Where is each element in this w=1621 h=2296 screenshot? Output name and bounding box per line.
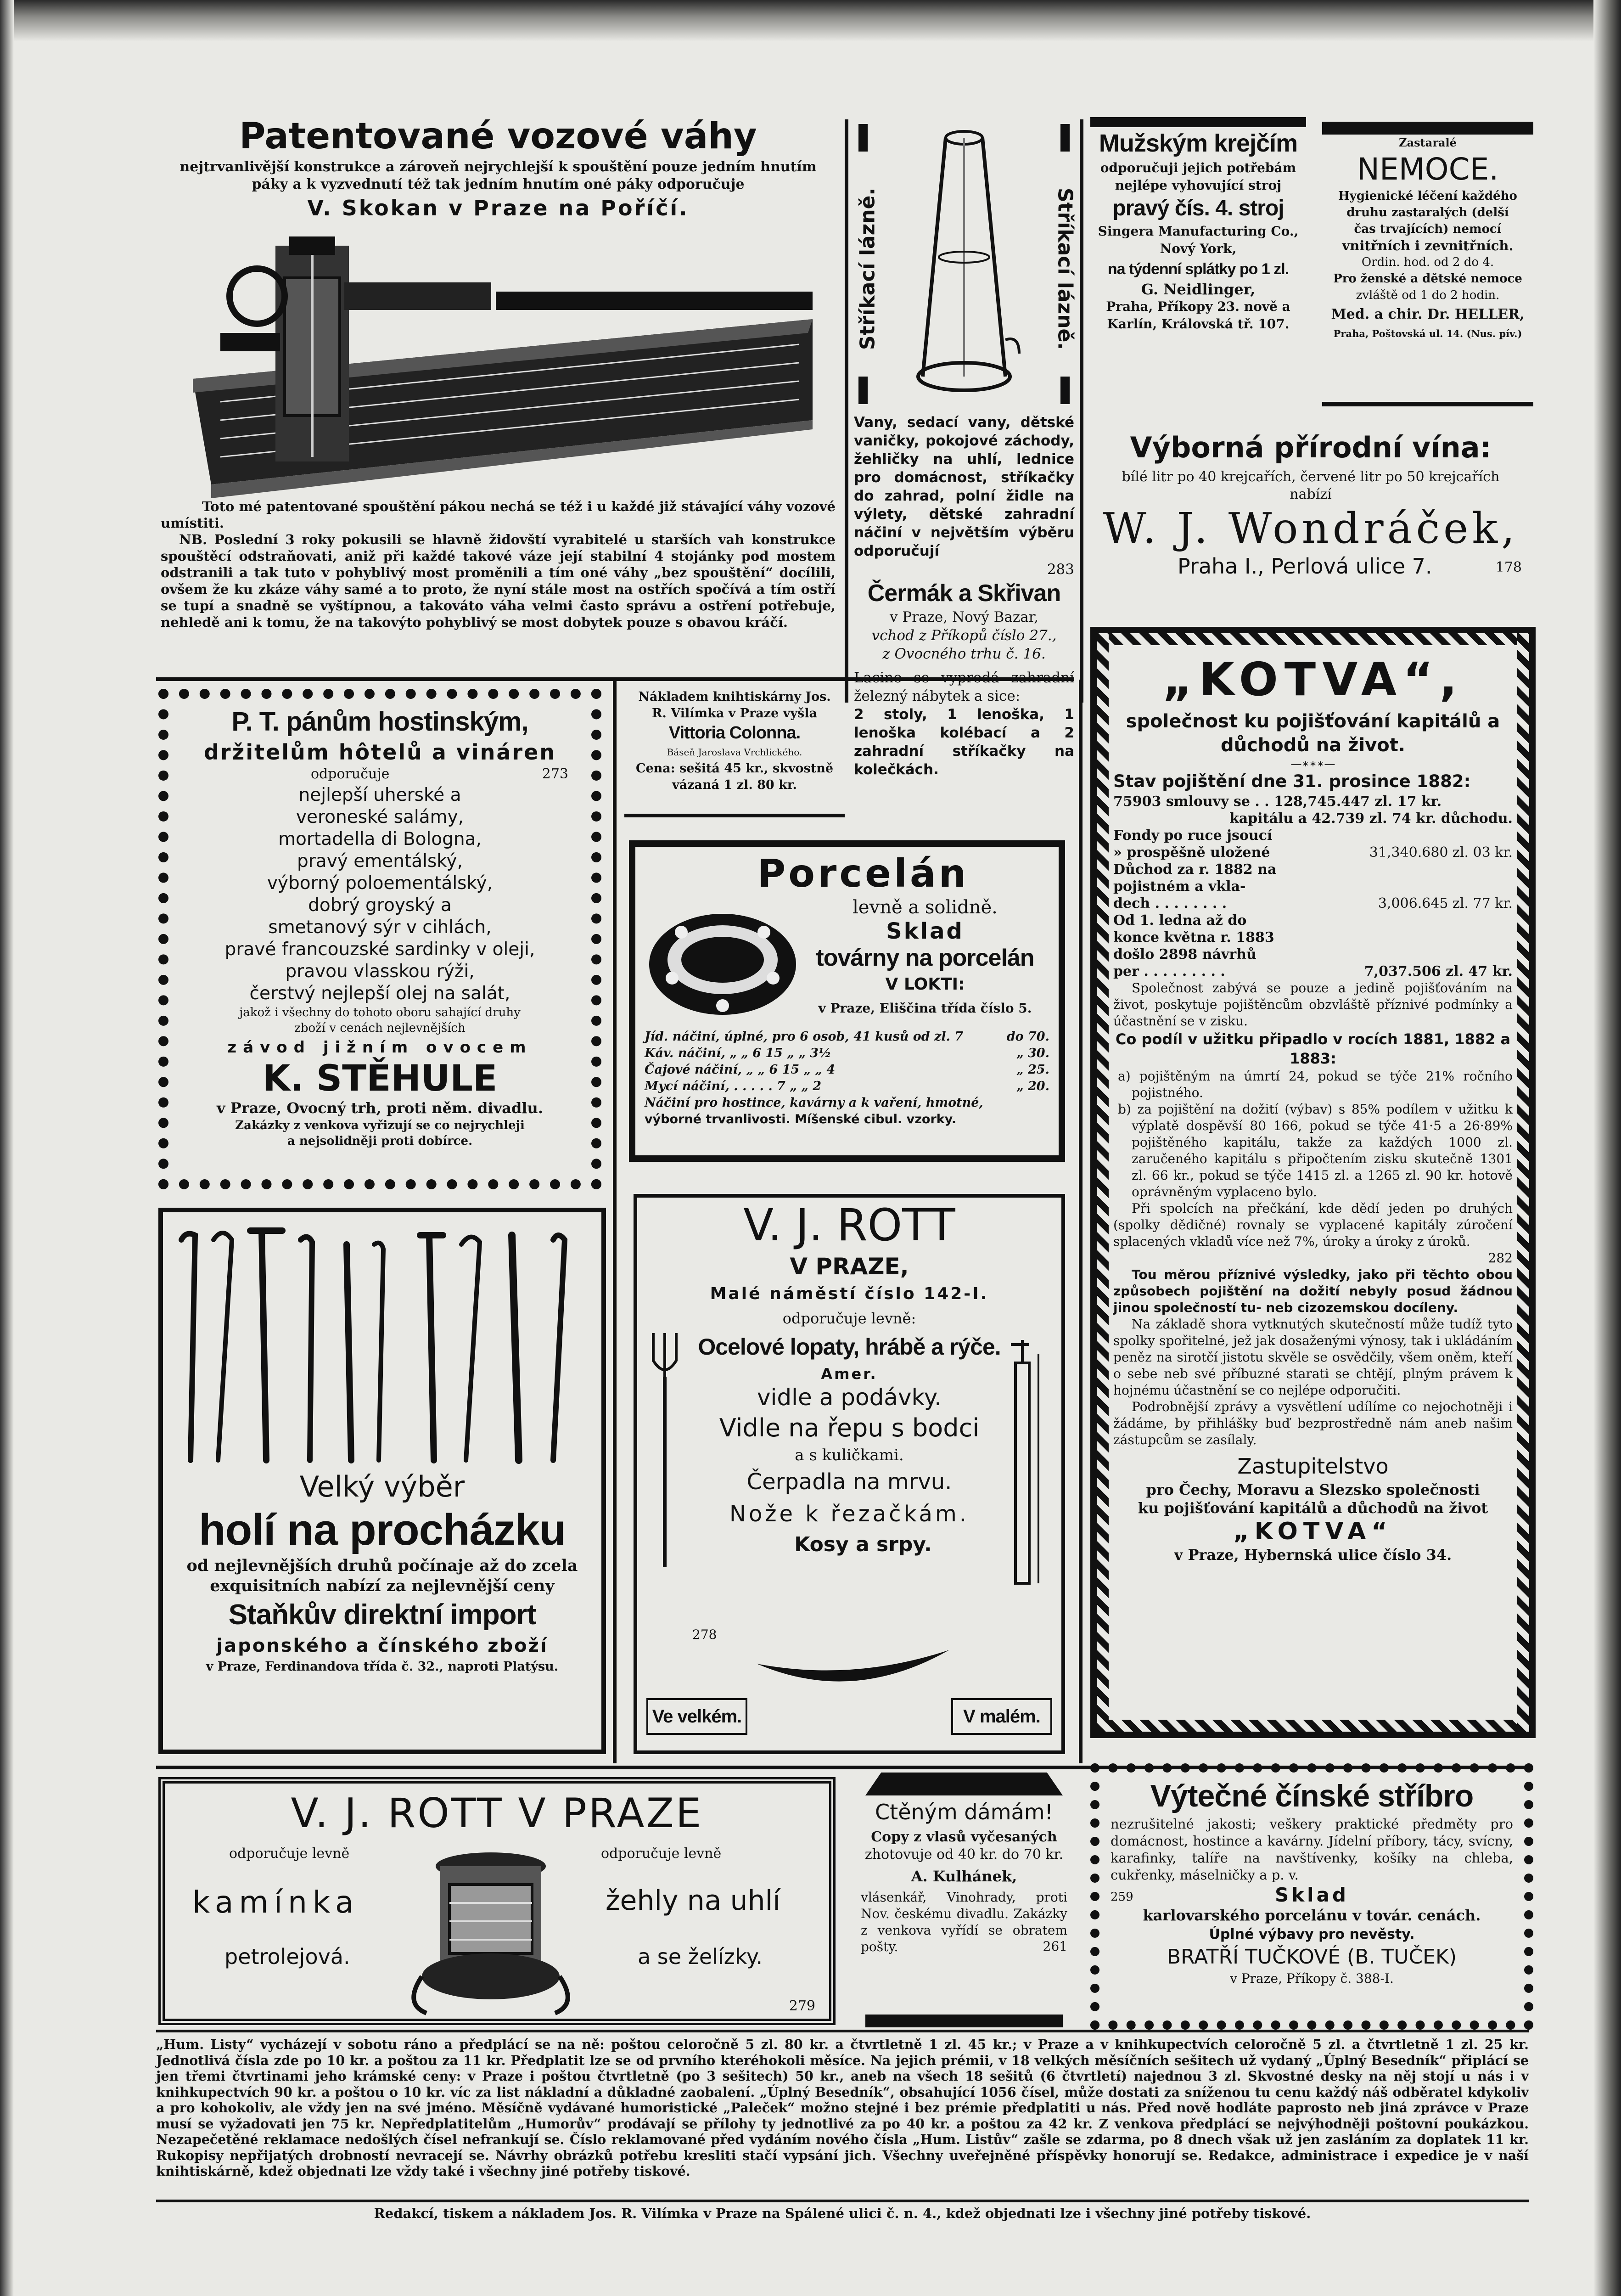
kotva-ad-ornament: —∗∗∗— <box>1290 757 1335 770</box>
bath-ad-address: z Ovocného trhu č. 16. <box>882 646 1046 662</box>
kotva-ad-paragraph: Tou měrou příznivé výsledky, jako při těchto obou způsobech pojištění na dožití nebyly posud žádnou jinou společností tu- neb cizozemskou docíleny. <box>1113 1267 1513 1315</box>
hotel-ad-subtitle: držitelům hôtelů a vináren <box>203 740 556 765</box>
porcelain-price-max: „ 30. <box>1016 1046 1049 1060</box>
tailor-ad-bar <box>1090 117 1306 127</box>
porcelain-advertisement <box>629 840 1065 1162</box>
scythe-illustration <box>757 1645 949 1705</box>
hotel-ad-small: jakož i všechny do tohoto oboru sahající druhy <box>239 1006 521 1019</box>
bath-ad-text: Vany, sedací vany, dětské vaničky, pokojové záchody, žehličky na uhlí, lednice pro domácnost, stříkačky do zahrad, polní židle na výlety, dětské zahradní náčiní v největším výběru odporučují <box>854 414 1074 559</box>
book-ad-line: R. Vilímka v Praze vyšla <box>651 706 817 720</box>
book-ad-subtitle: Báseň Jaroslava Vrchlického. <box>667 747 802 758</box>
tailor-ad-line: nejlépe vyhovující stroj <box>1115 178 1282 193</box>
wine-ad-title: Výborná přírodní vína: <box>1130 431 1492 464</box>
canes-ad-line: exquisitních nabízí za nejlevnější ceny <box>210 1576 555 1595</box>
doctor-ad-hours: Ordin. hod. od 2 do 4. <box>1361 255 1494 269</box>
walking-canes-advertisement <box>158 1208 606 1754</box>
porcelain-ad-title: Porcelán <box>757 851 969 896</box>
tailor-ad-line: Karlín, Královská tř. 107. <box>1107 316 1290 332</box>
porcelain-ad-address: v Praze, Eliščina třída číslo 5. <box>818 1001 1032 1016</box>
petroleum-stove-illustration <box>404 1848 578 2018</box>
hotel-ad-address: v Praze, Ovocný trh, proti něm. divadlu. <box>217 1099 543 1117</box>
kotva-ad-stat: kapitálu a 42.739 zl. 74 kr. důchodu. <box>1229 810 1513 827</box>
silver-ad-line: Úplné výbavy pro nevěsty. <box>1209 1926 1415 1942</box>
rott-ad-title: V. J. ROTT <box>743 1199 955 1251</box>
rott2-ad-left2: petrolejová. <box>224 1944 350 1969</box>
silver-ad-text: nezrušitelné jakosti; veškery praktické předměty pro domácnost, hostince a kavárny. Jídelní příbory, tácy, svícny, karafinky, talíře na navštívenky, košíky na chleba, cukřenky, máselničky a p. v. <box>1111 1816 1513 1883</box>
hotel-ad-rec: odporučuje <box>311 766 390 782</box>
rott-ad-address: Malé náměstí číslo 142-I. <box>710 1284 989 1303</box>
kotva-ad-stat-label: pojistném a vkla- <box>1113 878 1246 895</box>
kotva-ad-state: Stav pojištění dne 31. prosince 1882: <box>1113 771 1471 791</box>
silver-ad-title: Výtečné čínské stříbro <box>1150 1778 1474 1813</box>
kotva-ad-stat-label: konce května r. 1883 <box>1113 929 1274 945</box>
canes-ad-goods: japonského a čínského zboží <box>216 1635 548 1656</box>
hotel-advertisement <box>158 689 601 1189</box>
hair-advertisement <box>856 1773 1072 2027</box>
hair-ad-number: 261 <box>1043 1939 1067 1954</box>
porcelain-ad-sklad: Sklad <box>886 918 964 944</box>
bath-ad-firm: Čermák a Skřivan <box>867 580 1061 607</box>
kotva-ad-paragraph: Co podíl v užitku připadlo v rocích 1881, 1882 a 1883: <box>1115 1030 1511 1067</box>
kotva-ad-rep-line: pro Čechy, Moravu a Slezsko společnosti <box>1146 1481 1480 1498</box>
book-ad-title: Vittoria Colonna. <box>668 723 801 743</box>
rott-ad-city: V PRAZE, <box>790 1253 909 1280</box>
silver-ad-name: BRATŘÍ TUČKOVÉ (B. TUČEK) <box>1167 1945 1457 1969</box>
canes-ad-headline: holí na procházku <box>198 1505 566 1554</box>
kotva-ad-stat-label: Od 1. ledna až do <box>1113 912 1247 929</box>
rott-ad-product: Amer. <box>821 1365 878 1383</box>
porcelain-price-item: Mycí náčiní, . . . . . 7 „ „ 2 <box>645 1079 822 1093</box>
kotva-ad-stat-label: Důchod za r. 1882 na <box>1113 861 1277 878</box>
kotva-ad-subtitle: důchodů na život. <box>1220 735 1406 756</box>
hair-ad-bar <box>865 1773 1063 1795</box>
kotva-ad-stat: 75903 smlouvy se . . 128,745.447 zl. 17 kr. <box>1113 793 1442 810</box>
porcelain-price-rows <box>645 1029 1049 1095</box>
porcelain-price-row <box>645 1062 1049 1078</box>
kotva-ad-title: „KOTVA“, <box>1162 653 1464 706</box>
canes-ad-line: od nejlevnějších druhů počínaje až do zcela <box>186 1556 578 1575</box>
tailor-ad-title: Mužským krejčím <box>1099 129 1298 157</box>
rott-stoves-advertisement <box>158 1777 836 2025</box>
rott-ad-product: Čerpadla na mrvu. <box>746 1469 952 1495</box>
bath-ad-number: 283 <box>1047 561 1074 578</box>
porcelain-ad-line: levně a solidně. <box>853 897 998 918</box>
kotva-ad-stat-label: » prospěšně uložené <box>1113 844 1270 861</box>
column-rule <box>613 680 617 1763</box>
doctor-ad-bar <box>1322 402 1533 406</box>
walking-canes-illustration <box>163 1212 601 1469</box>
doctor-ad-line: druhu zastaralých (delší <box>1346 206 1509 219</box>
porcelain-dish-illustration <box>645 895 801 1029</box>
tailor-ad-line: Singera Manufacturing Co., <box>1098 224 1299 239</box>
bath-ad-sale: Lacino se vyprodá zahradní železný nábytek a sice: <box>854 670 1074 704</box>
kotva-ad-paragraph: Podrobnější zprávy a vysvětlení udílíme co nejochotněji i žádáme, by přihlášky buď bezprostředně nám aneb našim zástupcům se zasílaly. <box>1113 1399 1513 1447</box>
book-ad-price: vázaná 1 zl. 80 kr. <box>672 778 797 792</box>
book-ad-line: Nákladem knihtiskárny Jos. <box>638 690 831 704</box>
publication-info-footer: „Hum. Listy“ vycházejí v sobotu ráno a předplácí se na ně: poštou celoročně 5 zl. 80 kr. a čtvrtletně 1 zl. 45 kr.; v Praze a v knihkupectvích celoročně 5 zl. a čtvrtletně 1 zl. 25 kr. Jednotlivá čísla zde po 10 kr. a poštou za 11 kr. Předplatit lze se od prvního kteréhokoli měsíce. Na jejich prémii, v 18 velkých měsíčních sešitech už vydaný „Úplný Besedník“ připlácí se jen třemi čtvrtinami jeho krámské ceny: v Praze i poštou čtvrtletně (po 3 sešitech) 50 kr., aneb na všech 18 sešitů (6 čtvrtletí) najednou 3 zl. Skvostné desky na něj stojí u nás i v knihkupectvích 90 kr. a poštou o 10 kr. víc za list nákladní a důkladné zaobalení. „Úplný Besedník“, obsahující 1056 čísel, může dostati za sníženou tu cenu každý náš odběratel kdykoliv a pro kohokoliv, ale vždy jen na své jméno. Měsíčně vydávané humoristické „Paleček“ možno stejné i bez prémie předplatiti u nás. Před nově hodláte paprosto neb jiná zprávce v Praze musí se vyžadovati jen 75 kr. Nepředplatitelům „Humorův“ prodávají se přílohy ty jednotlivé za po 40 kr. a poštou za 42 kr. Z venkova předplácí se nejvýhodněji poštovní poukázkou. Nezapečetěné reklamace nedošlých čísel nefrankují se. Číslo reklamované před vydáním nového čísla „Hum. Listův“ zašle se zdarma, po 8 dnech však už jen zasláním za doplatek 11 kr. Rukopisy nepřijatých drobností nevracejí se. Návrhy obrázků potřebu kresliti stačí vypsání jich. Všechny uveřejněné příspěvky honorují se. Redakce, administrace i expedice je v naší knihtiskárně, kdež objednati lze vždy také i všechny jiné potřeby tiskové. <box>156 2037 1529 2179</box>
hotel-ad-footer: a nejsolidněji proti dobírce. <box>287 1134 473 1148</box>
bath-ad-sale-items: 2 stoly, 1 lenoška, 1 lenoška kolébací a 2 zahradní stříkačky na kolečkách. <box>854 706 1074 778</box>
hotel-ad-item: čerstvý nejlepší olej na salát, <box>249 983 510 1004</box>
rott-ad-product: Nože k řezačkám. <box>729 1501 969 1527</box>
rott-ad-product: Kosy a srpy. <box>794 1533 932 1556</box>
porcelain-price-item: Káv. náčiní, „ „ 6 15 „ „ 3½ <box>645 1046 832 1060</box>
column-rule <box>1080 119 1083 703</box>
kotva-ad-stat-label: došlo 2898 návrhů <box>1113 946 1256 962</box>
doctor-ad-pre: Zastaralé <box>1399 136 1457 149</box>
kotva-ad-stat-label: dech . . . . . . . . <box>1113 895 1227 912</box>
doctor-ad-name: Med. a chir. Dr. HELLER, <box>1331 306 1525 322</box>
scale-ad-line: páky a k vyzvednutí též tak jedním hnutím oné páky odporučuje <box>252 176 745 192</box>
rott-ad-retail: V malém. <box>951 1698 1052 1735</box>
doctor-ad-hours: zvláště od 1 do 2 hodin. <box>1356 288 1500 302</box>
wine-ad-name: W. J. Wondráček, <box>1103 504 1519 553</box>
silver-ad-number: 259 <box>1111 1890 1133 1904</box>
hair-ad-title: Ctěným dámám! <box>875 1800 1053 1824</box>
canes-ad-firm: Staňkův direktní import <box>228 1599 536 1631</box>
doctor-ad-bar <box>1322 122 1533 135</box>
hotel-ad-number: 273 <box>542 766 568 782</box>
page-edge-right <box>1593 0 1621 2296</box>
shower-bath-illustration <box>854 119 1077 413</box>
row-rule <box>156 2030 1529 2032</box>
porcelain-price-row <box>645 1045 1049 1062</box>
rott-ad-product: Ocelové lopaty, hrábě a rýče. <box>698 1334 1001 1360</box>
porcelain-ad-city: V LOKTI: <box>885 975 965 994</box>
imprint-line: Redakcí, tiskem a nákladem Jos. R. Vilímka v Praze na Spálené ulici č. n. 4., kdež objednati lze i všechny jiné potřeby tiskové. <box>374 2206 1311 2221</box>
kotva-ad-stat-value: 7,037.506 zl. 47 kr. <box>1364 963 1513 979</box>
rott2-ad-right: žehly na uhlí <box>606 1885 780 1917</box>
silver-ad-address: v Praze, Příkopy č. 388-I. <box>1230 1971 1394 1986</box>
bath-ad-address: vchod z Příkopů číslo 27., <box>871 627 1057 644</box>
canes-ad-address: v Praze, Ferdinandova třída č. 32., naproti Platýsu. <box>206 1660 559 1674</box>
hotel-ad-shop: závod jižním ovocem <box>227 1038 533 1057</box>
weighing-scale-illustration <box>193 227 813 498</box>
doctor-advertisement <box>1322 122 1533 406</box>
doctor-ad-address: Praha, Poštovská ul. 14. (Nus. pív.) <box>1333 328 1522 339</box>
kotva-ad-number: 282 <box>1488 1250 1513 1266</box>
hotel-ad-item: mortadella di Bologna, <box>278 829 482 850</box>
hair-ad-line: Copy z vlasů vyčesaných <box>871 1829 1057 1845</box>
porcelain-ad-footer: Náčiní pro hostince, kavárny a k vaření, hmotné, <box>645 1096 983 1110</box>
kotva-ad-paragraph: b) za pojištění na dožití (výbav) s 85% podílem v užitku k výplatě dospěvší 80 166, pokud se týče 41·5 a 26·89% pojištěného kapitálu, takže za každých 1000 zl. zaručeného kapitálu s připočtením zisku skutečně 1301 zl. 66 kr., pokud se týče 1415 zl. a 1265 zl. 90 kr. hotově oprávněným vyplaceno bylo. <box>1118 1102 1513 1199</box>
scale-ad-title: Patentované vozové váhy <box>239 116 757 157</box>
wine-ad-prices: bílé litr po 40 krejcařích, červené litr po 50 krejcařích <box>1122 469 1500 485</box>
tailor-ad-name: G. Neidlinger, <box>1141 281 1256 298</box>
hair-ad-line: zhotovuje od 40 kr. do 70 kr. <box>864 1846 1064 1863</box>
doctor-ad-line: Pro ženské a dětské nemoce <box>1333 272 1522 286</box>
porcelain-price-max: „ 25. <box>1016 1063 1049 1077</box>
tailor-ad-line: Praha, Příkopy 23. nově a <box>1106 299 1290 314</box>
porcelain-ad-factory: továrny na porcelán <box>816 945 1034 971</box>
kotva-ad-subtitle: společnost ku pojišťování kapitálů a <box>1126 711 1500 732</box>
hotel-ad-item: pravou vlasskou rýži, <box>285 961 475 982</box>
doctor-ad-line: čas trvajících) nemocí <box>1354 222 1502 236</box>
silver-ad-line: karlovarského porcelánu v továr. cenách. <box>1143 1907 1481 1924</box>
page-edge-top <box>0 0 1621 41</box>
wine-ad-offer: nabízí <box>1290 486 1332 502</box>
rott-ad-number: 278 <box>692 1627 717 1642</box>
kotva-ad-paragraph: a) pojištěným na úmrtí 24, pokud se týče 21% ročního pojistného. <box>1118 1069 1513 1100</box>
hotel-ad-item: výborný poloementálský, <box>267 873 493 894</box>
hair-ad-bar <box>865 2015 1063 2027</box>
hotel-ad-title: P. T. pánům hostinským, <box>231 707 528 737</box>
kotva-ad-paragraph: Společnost zabývá se pouze a jedině pojišťováním na život, poskytuje pojištěncům obzvláště příznivé podmínky a účastnění se v zisku. <box>1113 980 1513 1029</box>
kotva-ad-stat-value: 31,340.680 zl. 03 kr. <box>1369 844 1513 861</box>
hotel-ad-items <box>182 784 578 1005</box>
scale-ad-body: Toto mé patentované spouštění pákou nechá se též i u každé již stávající váhy vozové umístiti. <box>161 499 836 531</box>
tailor-ad-machine: pravý čís. 4. stroj <box>1112 196 1284 220</box>
rott2-ad-rec: odporučuje levně <box>601 1846 722 1862</box>
scale-ad-line: nejtrvanlivější konstrukce a zároveň nejrychlejší k spouštění pouze jedním hnutím <box>179 159 817 175</box>
hair-ad-name: A. Kulhánek, <box>911 1868 1017 1885</box>
kotva-ad-paragraph: Při spolcích na přečkání, kde dědí jeden po druhých (spolky dědičné) rovnaly se vyplacené kapitály zúročení splacených vkladů více než 7%, úroky a úroky z úroků. <box>1113 1201 1513 1249</box>
manure-pump-illustration <box>1006 1335 1048 1593</box>
row-rule <box>156 2200 1529 2202</box>
rott2-ad-rec: odporučuje levně <box>229 1846 350 1862</box>
hotel-ad-footer: Zakázky z venkova vyřizují se co nejrychleji <box>235 1119 525 1132</box>
tailor-advertisement <box>1090 117 1306 411</box>
book-ad-price: Cena: sešitá 45 kr., skvostně <box>635 761 834 776</box>
wine-ad-number: 178 <box>1495 559 1522 575</box>
hotel-ad-small: zboží v cenách nejlevnějších <box>294 1021 466 1035</box>
doctor-ad-line: vnitřních i zevnitřních. <box>1342 238 1514 253</box>
rott2-ad-title: V. J. ROTT V PRAZE <box>291 1790 703 1837</box>
bath-advertisement <box>854 119 1077 778</box>
kotva-ad-rep-name: „KOTVA“ <box>1233 1518 1393 1545</box>
doctor-ad-title: NEMOCE. <box>1357 152 1499 187</box>
kotva-ad-rep-line: ku pojišťování kapitálů a důchodů na život <box>1138 1499 1488 1517</box>
rott2-ad-number: 279 <box>789 1998 815 2014</box>
rott-ad-product: a s kuličkami. <box>795 1446 904 1464</box>
book-advertisement <box>624 689 845 827</box>
rott-ad-product: vidle a podávky. <box>757 1384 942 1411</box>
kotva-insurance-advertisement <box>1090 627 1536 1738</box>
book-ad-rule <box>624 814 845 817</box>
porcelain-price-row <box>645 1078 1049 1095</box>
hotel-ad-item: nejlepší uherské a <box>298 785 461 805</box>
column-rule <box>845 119 848 703</box>
tailor-ad-line: odporučuji jejich potřebám <box>1100 160 1296 175</box>
kotva-ad-representation: Zastupitelstvo <box>1237 1454 1389 1479</box>
porcelain-price-item: Čajové náčiní, „ „ 6 15 „ „ 4 <box>645 1063 836 1077</box>
wine-advertisement <box>1090 427 1531 611</box>
kotva-ad-stat-label: per . . . . . . . . . <box>1113 963 1225 979</box>
rott-ad-rec: odporučuje levně: <box>782 1310 916 1327</box>
kotva-ad-stat-label: Fondy po ruce jsoucí <box>1113 827 1273 844</box>
scale-advertisement <box>156 115 840 675</box>
hotel-ad-item: pravé francouzské sardinky v oleji, <box>224 939 535 960</box>
hotel-ad-item: dobrý groyský a <box>308 895 452 916</box>
column-rule <box>1079 680 1083 1763</box>
rott2-ad-right2: a se želízky. <box>638 1944 763 1969</box>
pitchfork-illustration <box>651 1331 679 1570</box>
silver-ad-sklad: Sklad <box>1275 1884 1349 1906</box>
bath-ad-address: v Praze, Nový Bazar, <box>890 609 1038 625</box>
wine-ad-address: Praha I., Perlová ulice 7. <box>1178 554 1432 579</box>
porcelain-price-row <box>645 1029 1049 1045</box>
scale-ad-note: NB. Poslední 3 roky pokusili se hlavně židovští vyrabitelé u starších vah konstrukce spouštěcí odstraňovati, aniž při každé takové váze její stabilní 4 stojánky pod mostem odstranili a tak tuto v pohyblivý most proměnili a tím oné váhy „bez spouštění“ docílili, ovšem že ku zkáze váhy samé a to proto, že nyní stále most na ostřích spočívá a tím ostří se tupí a snadně se vyštípnou, a takováto váha velmi často správu a ostření potřebuje, nehledě ani k tomu, že na takovýto pohyblivý se most dobytek pouze s obavou kráčí. <box>161 532 836 630</box>
silver-advertisement <box>1090 1763 1533 2030</box>
kotva-ad-stat-value: 3,006.645 zl. 77 kr. <box>1378 895 1513 912</box>
rott-ad-wholesale: Ve velkém. <box>646 1698 747 1735</box>
doctor-ad-line: Hygienické léčení každého <box>1338 189 1517 203</box>
canes-ad-line: Velký výběr <box>299 1470 465 1503</box>
rott-ad-product: Vidle na řepu s bodci <box>719 1413 980 1442</box>
rott2-ad-left: kamínka <box>192 1885 359 1920</box>
page-edge-left <box>0 0 14 2296</box>
porcelain-ad-footer: výborné trvanlivosti. Míšenské cibul. vzorky. <box>645 1112 957 1126</box>
hotel-ad-item: smetanový sýr v cihlách, <box>268 917 492 938</box>
hotel-ad-item: pravý ementálský, <box>297 851 463 872</box>
bath-side-label: Stříkací lázně. <box>1053 187 1077 350</box>
tailor-ad-line: Nový York, <box>1160 241 1237 256</box>
hotel-ad-name: K. STĚHULE <box>262 1058 498 1099</box>
bath-side-label: Stříkací lázně. <box>856 187 880 350</box>
kotva-ad-rep-address: v Praze, Hybernská ulice číslo 34. <box>1174 1546 1452 1564</box>
hotel-ad-item: veroneské salámy, <box>296 807 464 827</box>
hair-ad-text: vlásenkář, Vinohrady, proti Nov. českému divadlu. Zakázky z venkova vyřídí se obratem pošty. <box>861 1890 1067 1954</box>
porcelain-price-item: Jíd. náčiní, úplné, pro 6 osob, 41 kusů od zl. 7 <box>645 1030 964 1044</box>
rott-tools-advertisement <box>634 1194 1065 1754</box>
tailor-ad-terms: na týdenní splátky po 1 zl. <box>1107 260 1289 278</box>
porcelain-price-max: do 70. <box>1006 1030 1049 1044</box>
scale-ad-seller: V. Skokan v Praze na Poříčí. <box>307 196 689 220</box>
porcelain-price-max: „ 20. <box>1016 1079 1049 1093</box>
kotva-ad-paragraph: Na základě shora vytknutých skutečností může tudíž tyto spolky spořitelné, jež jak dosaženými výnosy, tak i ukládáním peněz na sirotčí jistotu skvěle se osvědčily, všem oněm, kteří o sebe neb své příbuzné starati se chtějí, plným právem k hojnému účastnění se co nejlépe odporučiti. <box>1113 1317 1513 1398</box>
